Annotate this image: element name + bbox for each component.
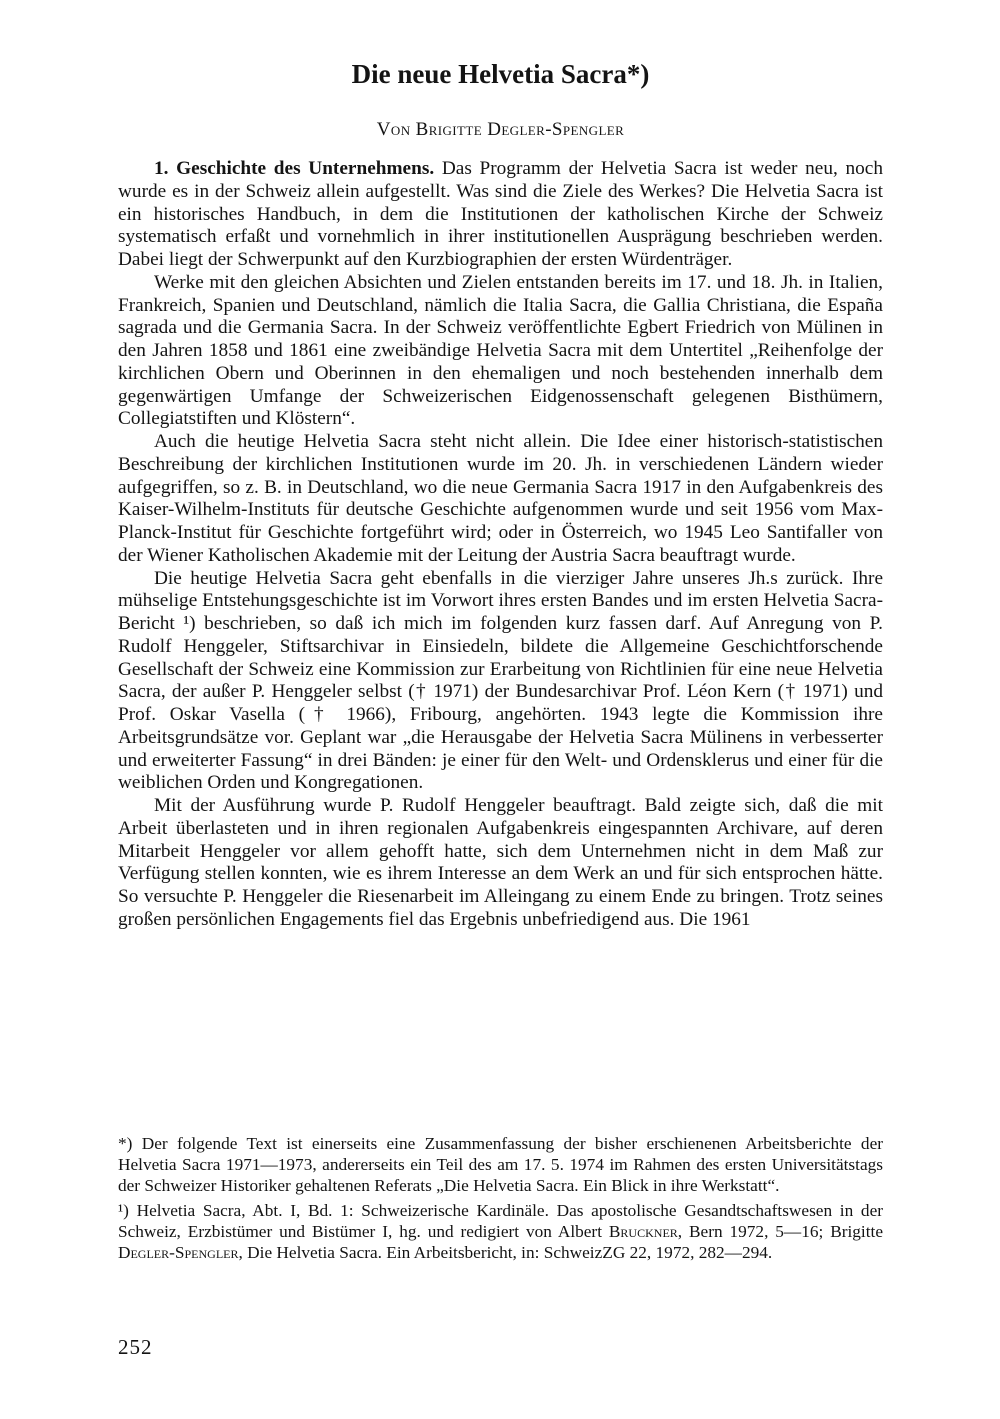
footnote-author: Bruckner	[608, 1222, 678, 1241]
footnote-text: ¹) Helvetia Sacra, Abt. I, Bd. 1: Schweizerische Kardinäle. Das apostolische Gesandtschaftswesen in der Schweiz, Erzbistümer und Bistümer I, hg. und redigiert von Albert	[118, 1201, 883, 1241]
body-paragraph: Auch die heutige Helvetia Sacra steht nicht allein. Die Idee einer historisch-statistischen Beschreibung der kirchlichen Institutionen wurde im 20. Jh. in verschiedenen Ländern wieder aufgegriffen, so z. B. in Deutschland, wo die neue Germania Sacra 1917 in den Aufgabenkreis des Kaiser-Wilhelm-Instituts für deutsche Geschichte aufgenommen wurde und seit 1956 vom Max-Planck-Institut für Geschichte fortgeführt wird; oder in Österreich, wo 1945 Leo Santifaller von der Wiener Katholischen Akademie mit der Leitung der Austria Sacra beauftragt wurde.	[118, 431, 883, 566]
body-paragraph	[118, 158, 883, 272]
page-number: 252	[118, 1335, 153, 1359]
body-paragraph: Die heutige Helvetia Sacra geht ebenfalls in die vierziger Jahre unseres Jh.s zurück. Ihre mühselige Entstehungsgeschichte ist im Vorwort ihres ersten Bandes und im ersten Helvetia Sacra-Bericht ¹) beschrieben, so daß ich mich im folgenden kurz fassen darf. Auf Anregung von P. Rudolf Henggeler, Stiftsarchivar in Einsiedeln, bildete die Allgemeine Geschichtforschende Gesellschaft der Schweiz eine Kommission zur Erarbeitung von Richtlinien für eine neue Helvetia Sacra, der außer P. Henggeler selbst († 1971) der Bundesarchivar Prof. Léon Kern († 1971) und Prof. Oskar Vasella († 1966), Fribourg, angehörten. 1943 legte die Kommission ihre Arbeitsgrundsätze vor. Geplant war „die Herausgabe der Helvetia Sacra Mülinens in verbesserter und erweiterter Fassung“ in drei Bänden: je einer für den Welt- und Ordensklerus und einer für die weiblichen Orden und Kongregationen.	[118, 567, 883, 794]
body-paragraph: Werke mit den gleichen Absichten und Zielen entstanden bereits im 17. und 18. Jh. in Italien, Frankreich, Spanien und Deutschland, nämlich die Italia Sacra, die Gallia Christiana, die España sagrada und die Germania Sacra. In der Schweiz veröffentlichte Egbert Friedrich von Mülinen in den Jahren 1858 und 1861 eine zweibändige Helvetia Sacra mit dem Untertitel „Reihenfolge der kirchlichen Obern und Oberinnen in den ehemaligen und noch bestehenden innerhalb dem gegenwärtigen Umfange der Schweizerischen Eidgenossenschaft gelegenen Bisthümern, Collegiatstiften und Klöstern“.	[118, 271, 883, 430]
footnote-text: , Die Helvetia Sacra. Ein Arbeitsbericht, in: SchweizZG 22, 1972, 282—294.	[238, 1243, 773, 1262]
author-name: Brigitte Degler-Spengler	[415, 119, 625, 140]
author-prefix: Von	[376, 119, 416, 140]
footnote-1	[118, 1200, 883, 1263]
article-title: Die neue Helvetia Sacra*)	[351, 59, 650, 89]
footnote-text: , Bern 1972, 5—16; Brigitte	[677, 1222, 883, 1241]
body-paragraph: Mit der Ausführung wurde P. Rudolf Henggeler beauftragt. Bald zeigte sich, daß die mit Arbeit überlasteten und in ihren regionalen Aufgabenkreis eingespannten Archivare, auf deren Mitarbeit Henggeler vor allem gehofft hatte, sich dem Unternehmen nicht in dem Maß zur Verfügung stellen konnten, wie es ihrem Interesse an dem Werk an und für sich entsprochen hätte. So versuchte P. Henggeler die Riesenarbeit im Alleingang zu einem Ende zu bringen. Trotz seines großen persönlichen Engagements fiel das Ergebnis unbefriedigend aus. Die 1961	[118, 795, 883, 930]
author-line	[118, 118, 883, 142]
footnote-author: Degler-Spengler	[118, 1243, 239, 1262]
paragraph-text: Das Programm der Helvetia Sacra ist weder neu, noch wurde es in der Schweiz allein aufgestellt. Was sind die Ziele des Werkes? Die Helvetia Sacra ist ein historisches Handbuch, in dem die Institutionen der katholischen Kirche der Schweiz systematisch erfaßt und vornehmlich in ihrer institutionellen Ausprägung beschrieben werden. Dabei liegt der Schwerpunkt auf den Kurzbiographien der ersten Würdenträger.	[118, 158, 883, 270]
footnote-star: *) Der folgende Text ist einerseits eine Zusammenfassung der bisher erschienenen Arbeitsberichte der Helvetia Sacra 1971—1973, andererseits ein Teil des am 17. 5. 1974 im Rahmen des ersten Universitätstags der Schweizer Historiker gehaltenen Referats „Die Helvetia Sacra. Ein Blick in ihre Werkstatt“.	[118, 1134, 883, 1195]
section-heading: 1. Geschichte des Unternehmens.	[154, 158, 435, 179]
article-body	[118, 158, 883, 932]
footnotes	[118, 1133, 883, 1267]
